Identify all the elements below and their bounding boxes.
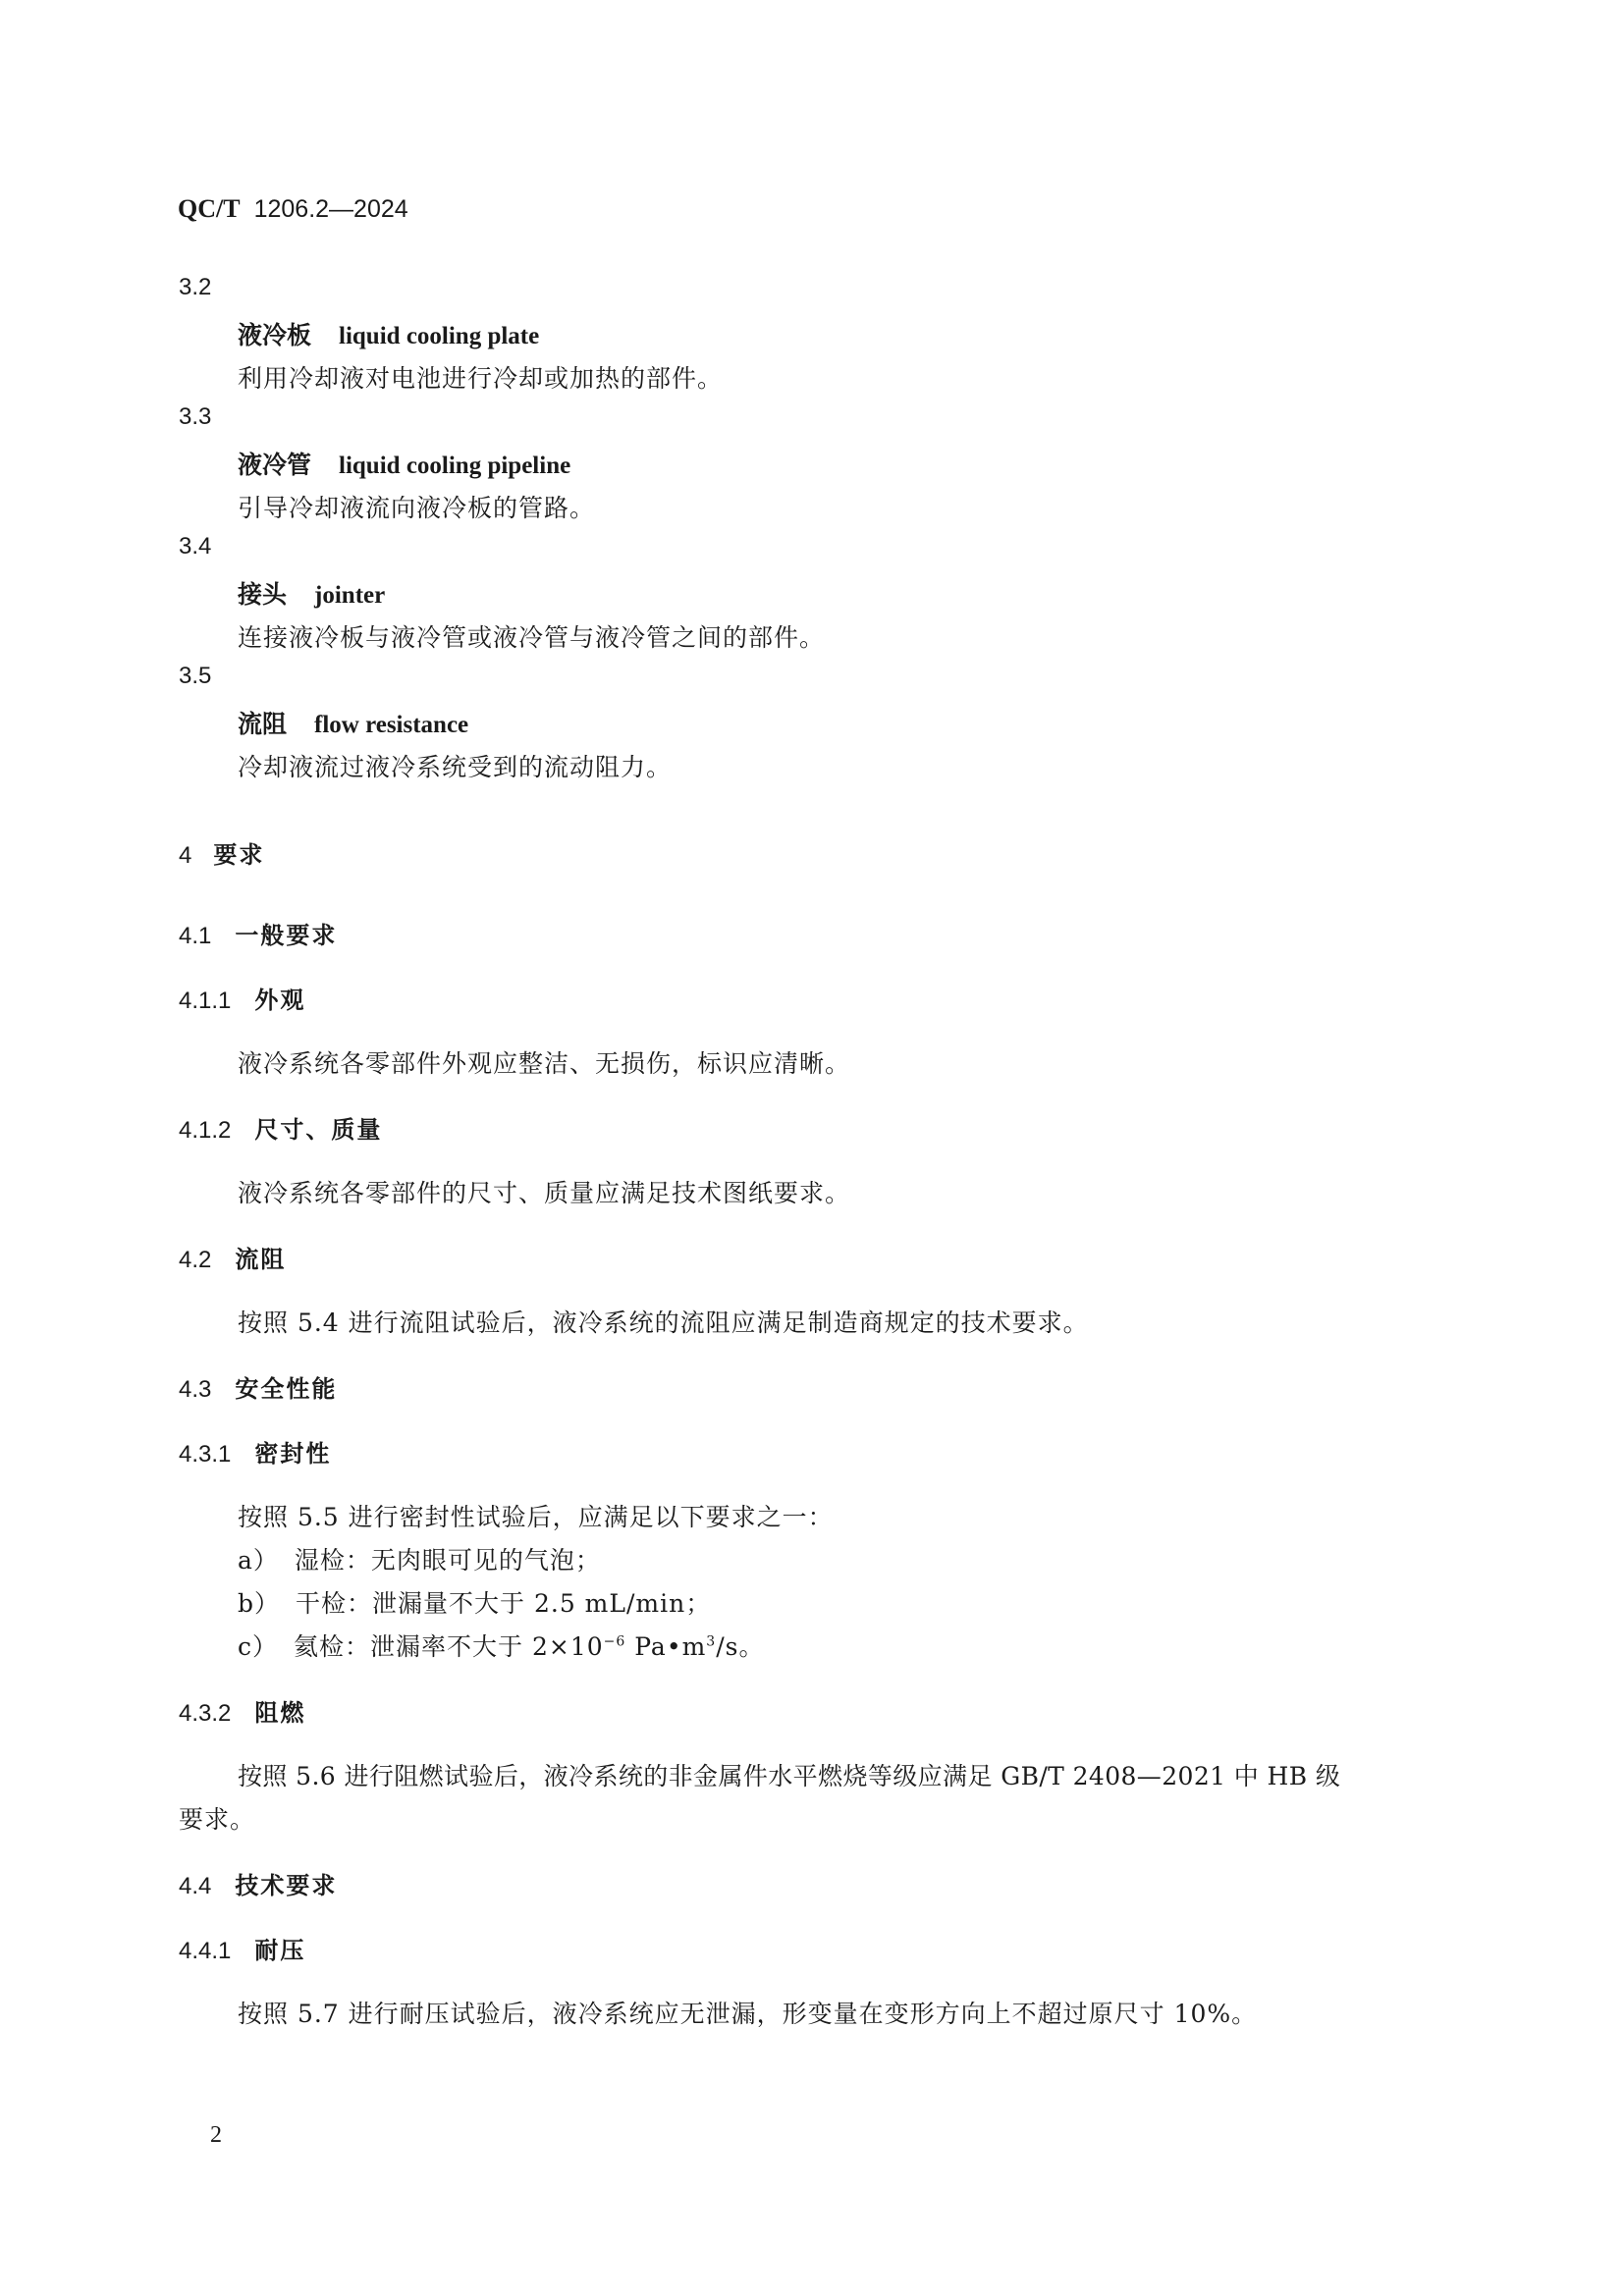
heading-title: 密封性 (254, 1440, 332, 1468)
paragraph: 液冷系统各零部件的尺寸、质量应满足技术图纸要求。 (238, 1179, 851, 1207)
heading-title: 外观 (254, 987, 306, 1014)
heading-number: 4.1 (179, 923, 212, 949)
term-definition: 连接液冷板与液冷管或液冷管与液冷管之间的部件。 (238, 623, 826, 652)
heading-4-1-2 (179, 1110, 382, 1145)
list-label: c） (238, 1632, 279, 1661)
heading-number: 4 (179, 842, 192, 869)
list-item (238, 1628, 764, 1663)
heading-title: 阻燃 (254, 1699, 306, 1727)
heading-number: 4.3.2 (179, 1700, 232, 1727)
list-text-part: /s。 (716, 1632, 765, 1661)
term-en: jointer (314, 582, 386, 609)
heading-title: 要求 (213, 841, 265, 869)
heading-4-2 (179, 1240, 286, 1274)
paragraph: 按照 5.5 进行密封性试验后，应满足以下要求之一： (238, 1503, 834, 1531)
term-zh: 液冷管 (238, 451, 312, 479)
term-en: liquid cooling plate (339, 323, 540, 349)
heading-4-3-2 (179, 1693, 305, 1728)
list-text (294, 1632, 764, 1661)
standard-number: 1206.2—2024 (253, 195, 408, 223)
term-title (238, 446, 570, 481)
heading-number: 4.4.1 (179, 1938, 232, 1964)
heading-4-4 (179, 1866, 337, 1900)
term-title (238, 316, 539, 351)
heading-title: 一般要求 (235, 922, 338, 949)
list-text: 干检：泄漏量不大于 2.5 mL/min； (296, 1589, 712, 1618)
superscript-exponent: −6 (603, 1633, 626, 1650)
heading-title: 技术要求 (235, 1872, 338, 1899)
term-zh: 流阻 (238, 710, 288, 738)
heading-number: 4.3.1 (179, 1441, 232, 1468)
term-number: 3.2 (179, 274, 212, 300)
paragraph-continuation: 要求。 (179, 1805, 256, 1834)
term-definition: 冷却液流过液冷系统受到的流动阻力。 (238, 753, 673, 781)
heading-4-1 (179, 916, 337, 950)
list-label: a） (238, 1546, 279, 1575)
heading-number: 4.2 (179, 1247, 212, 1273)
heading-4-1-1 (179, 981, 305, 1015)
list-label: b） (238, 1589, 281, 1618)
heading-4-4-1 (179, 1931, 305, 1965)
heading-number: 4.1.1 (179, 988, 232, 1014)
term-definition: 引导冷却液流向液冷板的管路。 (238, 494, 596, 522)
heading-number: 4.4 (179, 1873, 212, 1899)
heading-4 (179, 835, 264, 870)
heading-number: 4.1.2 (179, 1117, 232, 1144)
term-definition: 利用冷却液对电池进行冷却或加热的部件。 (238, 364, 724, 393)
term-number: 3.3 (179, 403, 212, 430)
heading-4-3 (179, 1369, 337, 1404)
superscript-exponent: 3 (706, 1633, 717, 1650)
list-item (238, 1584, 711, 1620)
heading-4-3-1 (179, 1434, 331, 1468)
list-text-part: 氦检：泄漏率不大于 2×10 (294, 1632, 604, 1661)
heading-title: 流阻 (235, 1246, 287, 1273)
page-number: 2 (210, 2122, 222, 2148)
paragraph: 按照 5.6 进行阻燃试验后，液冷系统的非金属件水平燃烧等级应满足 GB/T 2408—2021 中 HB 级 (238, 1762, 1341, 1790)
heading-title: 耐压 (254, 1937, 306, 1964)
paragraph: 按照 5.7 进行耐压试验后，液冷系统应无泄漏，形变量在变形方向上不超过原尺寸 10%。 (238, 2000, 1258, 2028)
heading-title: 尺寸、质量 (254, 1116, 383, 1144)
heading-title: 安全性能 (235, 1375, 338, 1403)
term-zh: 接头 (238, 580, 288, 609)
term-number: 3.4 (179, 533, 212, 560)
list-text: 湿检：无肉眼可见的气泡； (294, 1546, 601, 1575)
standard-code: QC/T (178, 194, 241, 223)
term-number: 3.5 (179, 663, 212, 689)
term-en: liquid cooling pipeline (339, 453, 571, 479)
term-en: flow resistance (314, 712, 469, 738)
term-title (238, 705, 468, 740)
term-zh: 液冷板 (238, 321, 312, 349)
document-header (178, 194, 408, 224)
list-text-part: Pa•m (625, 1632, 707, 1661)
list-item (238, 1541, 601, 1576)
paragraph: 按照 5.4 进行流阻试验后，液冷系统的流阻应满足制造商规定的技术要求。 (238, 1308, 1089, 1337)
term-title (238, 575, 385, 611)
heading-number: 4.3 (179, 1376, 212, 1403)
paragraph: 液冷系统各零部件外观应整洁、无损伤，标识应清晰。 (238, 1049, 851, 1078)
